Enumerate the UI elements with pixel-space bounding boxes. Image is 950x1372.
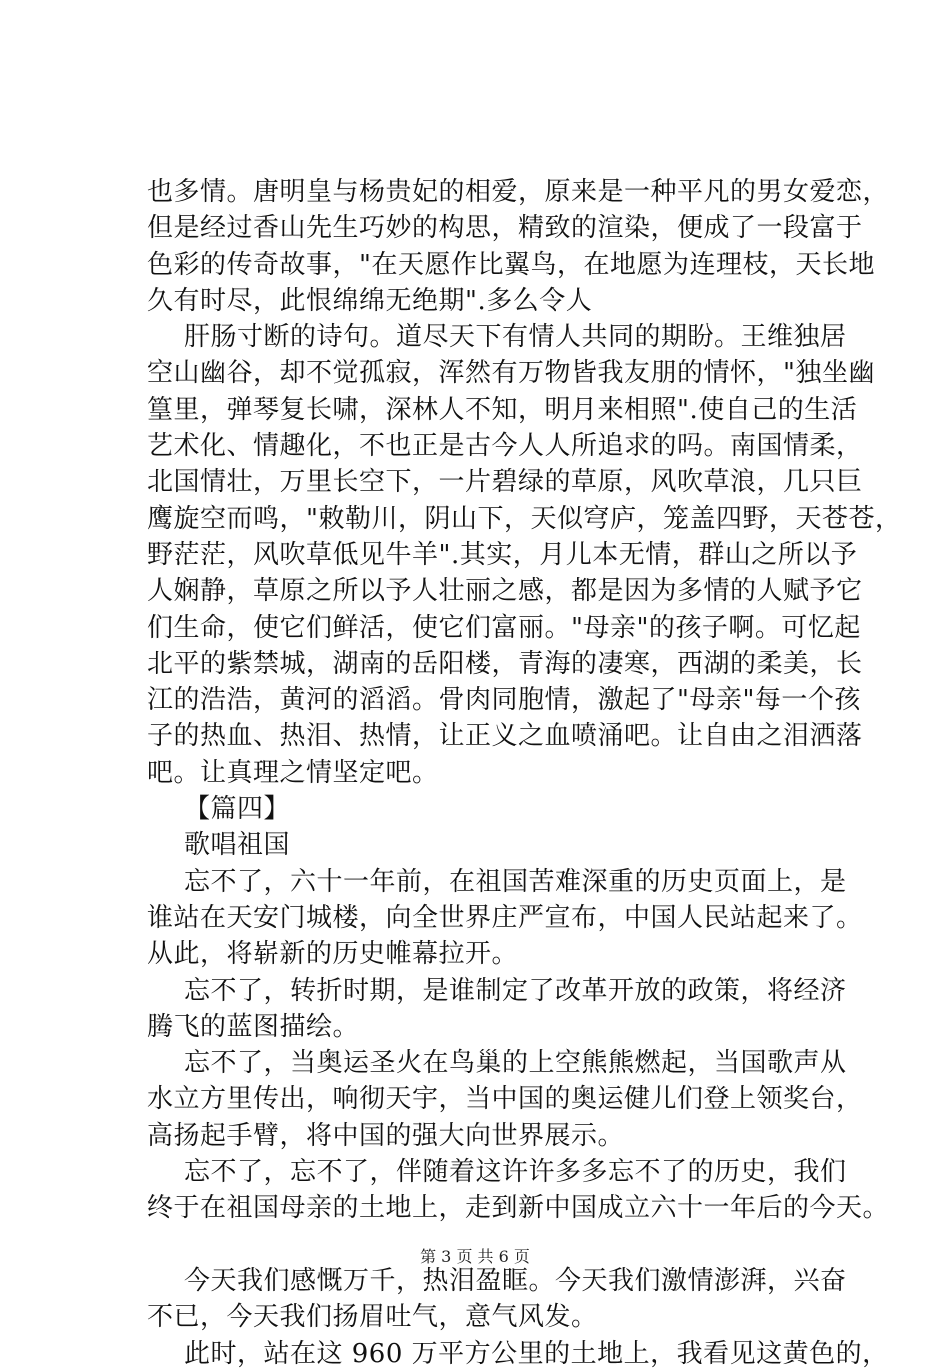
text-line: 此时，站在这 960 万平方公里的土地上，我看见这黄色的，	[184, 1338, 889, 1369]
text-line: 也多情。唐明皇与杨贵妃的相爱，原来是一种平凡的男女爱恋，	[147, 177, 890, 207]
text-line: 忘不了，忘不了，伴随着这许许多多忘不了的历史，我们	[184, 1157, 847, 1188]
text-line: 们生命，使它们鲜活，使它们富丽。"母亲"的孩子啊。可忆起	[147, 612, 861, 643]
text-line: 肝肠寸断的诗句。道尽天下有情人共同的期盼。王维独居	[184, 322, 847, 353]
text-line: 歌唱祖国	[184, 830, 291, 861]
text-line: 子的热血、热泪、热情，让正义之血喷涌吧。让自由之泪洒落	[147, 721, 863, 752]
text-line: 水立方里传出，响彻天宇，当中国的奥运健儿们登上领奖台，	[147, 1084, 863, 1115]
text-line: 腾飞的蓝图描绘。	[147, 1011, 360, 1042]
text-line: 久有时尽，此恨绵绵无绝期".多么令人	[147, 285, 593, 316]
text-line: 鹰旋空而鸣，"敕勒川，阴山下，天似穹庐，笼盖四野，天苍苍，	[147, 503, 902, 534]
text-line: 忘不了，六十一年前，在祖国苦难深重的历史页面上，是	[184, 866, 847, 897]
text-line: 忘不了，当奥运圣火在鸟巢的上空熊熊燃起，当国歌声从	[184, 1048, 847, 1079]
text-line: 篁里，弹琴复长啸，深林人不知，明月来相照".使自己的生活	[147, 394, 858, 425]
text-line: 空山幽谷，却不觉孤寂，浑然有万物皆我友朋的情怀，"独坐幽	[147, 358, 875, 389]
text-line: 谁站在天安门城楼，向全世界庄严宣布，中国人民站起来了。	[147, 902, 863, 933]
text-line: 忘不了，转折时期，是谁制定了改革开放的政策，将经济	[184, 975, 847, 1006]
text-line: 【篇四】	[184, 794, 291, 825]
text-line: 人娴静，草原之所以予人壮丽之感，都是因为多情的人赋予它	[147, 576, 863, 607]
text-line: 终于在祖国母亲的土地上，走到新中国成立六十一年后的今天。	[147, 1193, 890, 1224]
text-line: 北国情壮，万里长空下，一片碧绿的草原，风吹草浪，几只巨	[147, 467, 863, 498]
text-line: 吧。让真理之情坚定吧。	[147, 757, 439, 788]
text-line: 但是经过香山先生巧妙的构思，精致的渲染，便成了一段富于	[147, 213, 863, 244]
text-line: 野茫茫，风吹草低见牛羊".其实，月儿本无情，群山之所以予	[147, 539, 858, 570]
page-footer: 第 3 页 共 6 页	[420, 1247, 530, 1266]
text-line: 江的浩浩，黄河的滔滔。骨肉同胞情，激起了"母亲"每一个孩	[147, 685, 861, 716]
document-body	[147, 174, 902, 1372]
text-line: 艺术化、情趣化，不也正是古今人人所追求的吗。南国情柔，	[147, 431, 863, 462]
text-line: 色彩的传奇故事，"在天愿作比翼鸟，在地愿为连理枝，天长地	[147, 249, 875, 280]
text-line: 北平的紫禁城，湖南的岳阳楼，青海的凄寒，西湖的柔美，长	[147, 648, 863, 679]
text-line: 高扬起手臂，将中国的强大向世界展示。	[147, 1120, 625, 1151]
text-line: 今天我们感慨万千，热泪盈眶。今天我们激情澎湃，兴奋	[184, 1265, 847, 1296]
text-line: 不已，今天我们扬眉吐气，意气风发。	[147, 1302, 598, 1333]
text-line: 从此，将崭新的历史帷幕拉开。	[147, 939, 519, 970]
